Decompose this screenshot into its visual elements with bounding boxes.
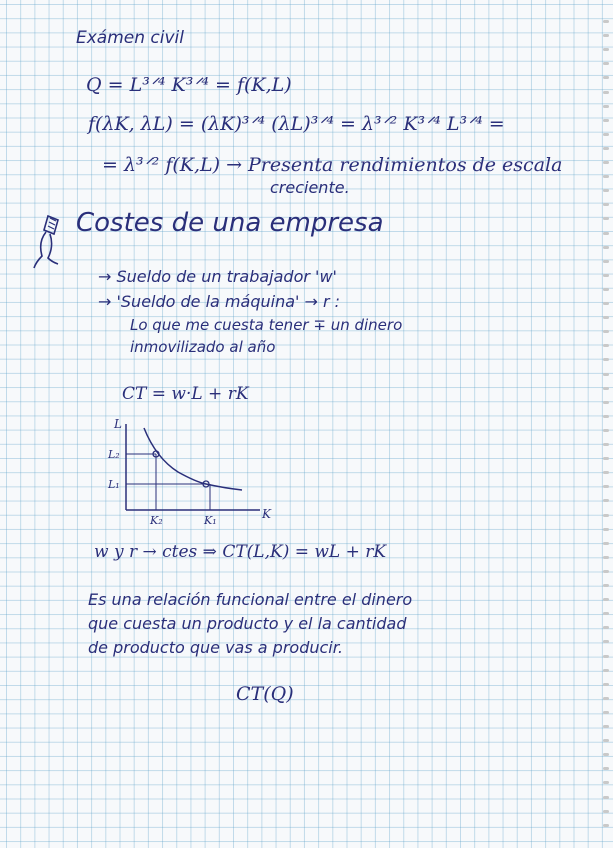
binder-hole — [603, 232, 609, 235]
binder-hole — [603, 203, 609, 206]
binder-hole — [603, 260, 609, 263]
binder-hole — [603, 485, 609, 488]
homogeneity-check: f(λK, λL) = (λK)³ᐟ⁴ (λL)³ᐟ⁴ = λ³ᐟ² K³ᐟ⁴ L³ᐟ⁴ = — [88, 113, 505, 135]
constant-prices-condition: w y r → ctes ⇒ CT(L,K) = wL + rK — [94, 542, 387, 562]
binder-hole — [603, 655, 609, 658]
returns-to-scale: = λ³ᐟ² f(K,L) → Presenta rendimientos de escala — [102, 154, 563, 176]
binder-hole — [603, 330, 609, 333]
binder-hole — [603, 697, 609, 700]
binder-hole — [603, 358, 609, 361]
binder-hole — [603, 415, 609, 418]
x-tick-k1: K₁ — [204, 514, 217, 527]
binder-hole — [603, 471, 609, 474]
page-title: Exámen civil — [76, 28, 184, 48]
binder-hole — [603, 824, 609, 827]
binder-hole — [603, 147, 609, 150]
production-function: Q = L³ᐟ⁴ K³ᐟ⁴ = f(K,L) — [86, 74, 292, 96]
binder-hole — [603, 767, 609, 770]
binder-hole — [603, 711, 609, 714]
binder-hole — [603, 528, 609, 531]
bullet-machine-detail-2: inmovilizado al año — [130, 338, 276, 356]
bullet-machine-detail-1: Lo que me cuesta tener ∓ un dinero — [130, 316, 403, 334]
binder-hole — [603, 387, 609, 390]
binder-hole — [603, 598, 609, 601]
binder-hole — [603, 739, 609, 742]
binder-hole — [603, 274, 609, 277]
y-tick-l2: L₂ — [108, 448, 120, 461]
binder-hole — [603, 316, 609, 319]
bullet-wage: → Sueldo de un trabajador 'w' — [98, 267, 337, 286]
binder-hole — [603, 401, 609, 404]
binder-hole — [603, 796, 609, 799]
isoquant-curve — [144, 428, 242, 490]
binder-hole — [603, 246, 609, 249]
binder-hole — [603, 34, 609, 37]
binder-hole — [603, 20, 609, 23]
binder-hole — [603, 62, 609, 65]
binder-hole — [603, 753, 609, 756]
binder-hole — [603, 626, 609, 629]
binder-hole — [603, 217, 609, 220]
binder-hole — [603, 640, 609, 643]
y-tick-l1: L₁ — [108, 478, 120, 491]
binder-holes — [599, 20, 609, 840]
definition-line-3: de producto que vas a producir. — [88, 638, 343, 657]
section-heading: Costes de una empresa — [76, 208, 384, 238]
total-cost-formula: CT = w·L + rK — [122, 384, 249, 404]
binder-hole — [603, 514, 609, 517]
binder-hole — [603, 612, 609, 615]
binder-hole — [603, 133, 609, 136]
isoquant-graph — [100, 418, 280, 530]
binder-hole — [603, 457, 609, 460]
binder-hole — [603, 443, 609, 446]
x-axis-label: K — [262, 507, 271, 521]
binder-hole — [603, 542, 609, 545]
binder-hole — [603, 499, 609, 502]
y-axis-label: L — [114, 418, 122, 431]
binder-hole — [603, 161, 609, 164]
binder-hole — [603, 175, 609, 178]
binder-hole — [603, 810, 609, 813]
binder-hole — [603, 302, 609, 305]
binder-hole — [603, 91, 609, 94]
binder-hole — [603, 570, 609, 573]
binder-hole — [603, 683, 609, 686]
definition-line-2: que cuesta un producto y el la cantidad — [88, 614, 407, 633]
binder-hole — [603, 429, 609, 432]
x-tick-k2: K₂ — [150, 514, 163, 527]
binder-hole — [603, 76, 609, 79]
cost-function-of-q: CT(Q) — [236, 683, 294, 705]
binder-hole — [603, 584, 609, 587]
binder-hole — [603, 556, 609, 559]
definition-line-1: Es una relación funcional entre el dinero — [88, 590, 413, 609]
binder-hole — [603, 669, 609, 672]
binder-hole — [603, 119, 609, 122]
returns-to-scale-cont: creciente. — [270, 178, 350, 197]
binder-hole — [603, 105, 609, 108]
binder-hole — [603, 288, 609, 291]
binder-hole — [603, 725, 609, 728]
binder-hole — [603, 373, 609, 376]
binder-hole — [603, 781, 609, 784]
binder-hole — [603, 344, 609, 347]
binder-hole — [603, 189, 609, 192]
bullet-machine-cost: → 'Sueldo de la máquina' → r : — [98, 292, 341, 311]
binder-hole — [603, 48, 609, 51]
doodle-icon — [28, 212, 68, 272]
